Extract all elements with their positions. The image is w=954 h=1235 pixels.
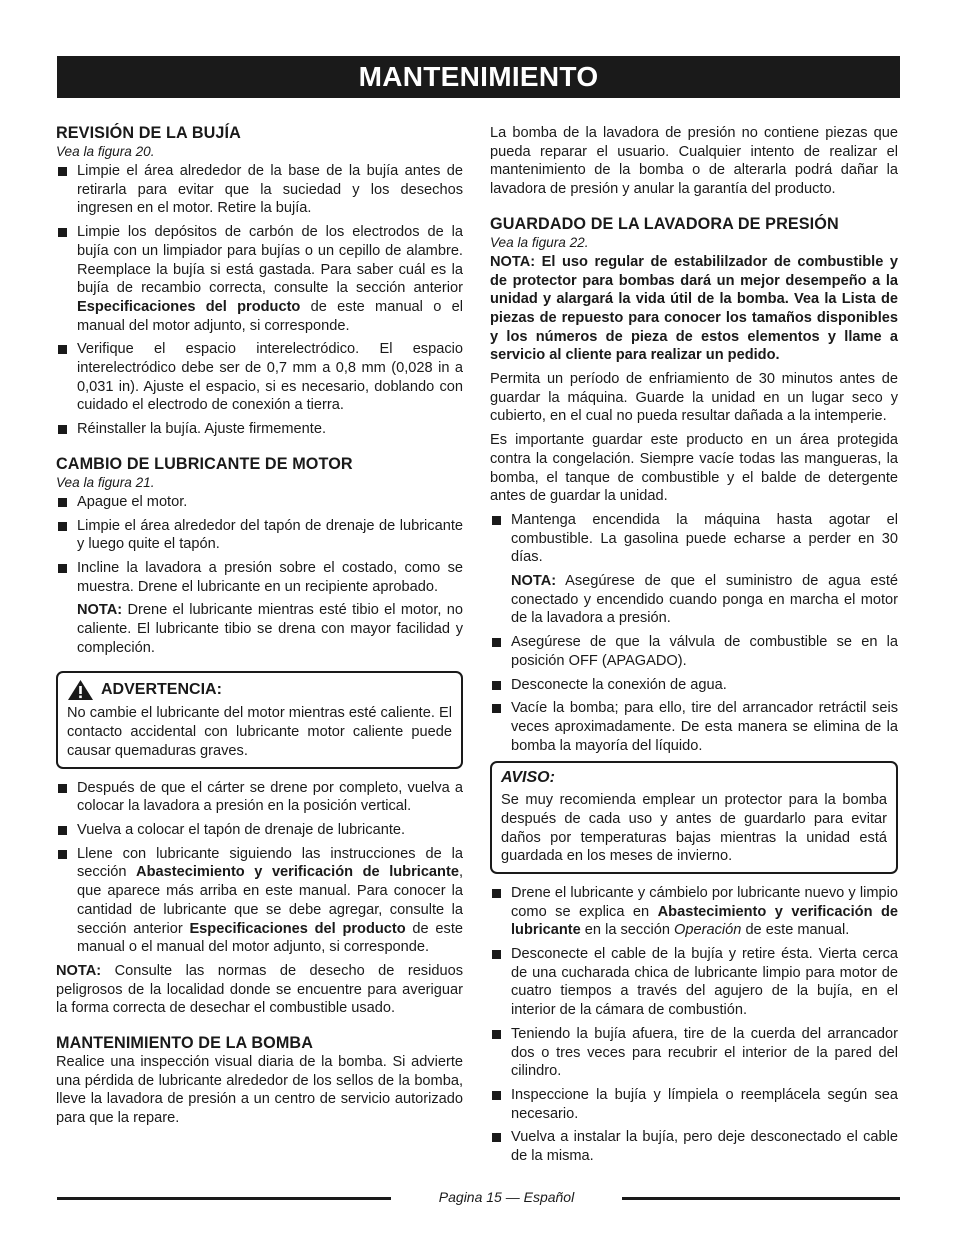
list-item: Limpie el área alrededor de la base de la bujía antes de retirarla para evitar que la suciedad y los desechos ingresen en el motor. Retire la bujía. [56,162,463,218]
list-item: Apague el motor. [56,493,463,512]
list-item: Asegúrese de que la válvula de combustible se en la posición OFF (APAGADO). [490,633,898,670]
list-item: Teniendo la bujía afuera, tire de la cuerda del arrancador dos o tres veces para recubrir el interior de la pared del cilindro. [490,1025,898,1081]
note-bold: NOTA: El uso regular de estabililzador de combustible y de protector para bombas dará un mejor desempeño a la unidad y alargará la vida útil de la bomba. Vea la Lista de piezas de repuesto para conocer los tamaños disponibles y los números de pieza de estos elementos y llame a servicio al cliente para realizar un pedido. [490,253,898,364]
warning-text: No cambie el lubricante del motor mientras esté caliente. El contacto accidental con lubricante motor caliente puede causar quemaduras graves. [67,705,452,759]
footer-rule [57,1197,391,1200]
section-heading-oil-change: CAMBIO DE LUBRICANTE DE MOTOR [56,454,353,473]
list-item: Vuelva a instalar la bujía, pero deje desconectado el cable de la misma. [490,1128,898,1165]
page-title: MANTENIMIENTO [57,56,900,98]
note: NOTA: Consulte las normas de desecho de residuos peligrosos de la localidad donde se encuentre para averiguar la forma correcta de desechar el combustible usado. [56,962,463,1017]
list-item: Desconecte el cable de la bujía y retire ésta. Vierta cerca de una cucharada chica de lubricante limpio para motor de cuatro tiempos a través del agujero de la bujía, en el interior de la cámara de combustión. [490,945,898,1020]
list-item: Vuelva a colocar el tapón de drenaje de lubricante. [56,821,463,840]
list-item: Vacíe la bomba; para ello, tire del arrancador retráctil seis veces aproximadamente. De esta manera se elimina de la bomba la mayoría del líquido. [490,699,898,755]
paragraph: Es importante guardar este producto en un área protegida contra la congelación. Siempre vacíe todas las mangueras, la bomba, el tanque de combustible y el balde de detergente antes de guardar la unidad. [490,432,898,505]
list-item: Desconecte la conexión de agua. [490,676,898,695]
paragraph: La bomba de la lavadora de presión no contiene piezas que pueda reparar el usuario. Cualquier intento de realizar el mantenimiento de la bomba o de alterarla podrá dañar la lavadora de presión y anular la garantía del producto. [490,125,898,198]
list-item: Mantenga encendida la máquina hasta agotar el combustible. La gasolina puede echarse a perder en 30 días. [490,511,898,567]
footer-rule [622,1197,900,1200]
paragraph: Realice una inspección visual diaria de la bomba. Si advierte una pérdida de lubricante alrededor de los sellos de la bomba, lleve la lavadora de presión a un centro de servicio autorizado para que la repare. [56,1054,463,1127]
section-heading-spark-plug: REVISIÓN DE LA BUJÍA [56,124,241,142]
right-column [490,124,898,1171]
notice-title: AVISO: [501,769,555,787]
figure-reference: Vea la figura 22. [490,234,589,250]
warning-triangle-icon [67,679,94,701]
figure-reference: Vea la figura 21. [56,474,155,490]
list-item: Limpie el área alrededor del tapón de drenaje de lubricante y luego quite el tapón. [56,517,463,554]
list-item: Limpie los depósitos de carbón de los electrodos de la bujía con un limpiador para bujías o un cepillo de alambre. Reemplace la bujía si está gastada. Para saber cuál es la bujía de recambio correcta, consulte la sección anterior Especificaciones del producto de este manual o el manual del motor adjunto, si corresponde. [56,223,463,335]
section-heading-pump-maintenance: MANTENIMIENTO DE LA BOMBA [56,1034,313,1053]
note: NOTA: Asegúrese de que el suministro de agua esté conectado y encendido cuando ponga en marcha el motor de la lavadora a presión. [511,573,898,627]
list-item: Después de que el cárter se drene por completo, vuelva a colocar la lavadora a presión en la posición vertical. [56,779,463,816]
bullet-list [490,511,898,567]
figure-reference: Vea la figura 20. [56,144,155,159]
list-item: Inspeccione la bujía y límpiela o reemplácela según sea necesario. [490,1086,898,1123]
note: NOTA: Drene el lubricante mientras esté tibio el motor, no caliente. El lubricante tibio se drena con mayor facilidad y compleción. [77,602,463,656]
bullet-list [490,633,898,755]
paragraph: Permita un período de enfriamiento de 30 minutos antes de guardar la máquina. Guarde la unidad en un lugar seco y cubierto, en el cual no pueda resultar dañada a la intemperie. [490,371,898,425]
list-item: Drene el lubricante y cámbielo por lubricante nuevo y limpio como se explica en Abastecimiento y verificación de lubricante en la sección Operación de este manual. [490,884,898,940]
page-footer [57,1187,900,1207]
list-item: Réinstaller la bujía. Ajuste firmemente. [56,420,463,439]
bullet-list [56,779,463,957]
notice-text: Se muy recomienda emplear un protector para la bomba después de cada uso y antes de guardarlo para evitar daños por temperaturas bajas mientras la unidad está guardada en los meses de invierno. [501,792,887,865]
left-column [56,124,463,1133]
warning-box [56,671,463,768]
page-number: Pagina 15 — Español [438,1189,575,1205]
list-item: Llene con lubricante siguiendo las instrucciones de la sección Abastecimiento y verificación de lubricante, que aparece más arriba en este manual. Para conocer la cantidad de lubricante que se debe agregar, consulte la sección anterior Especificaciones del producto de este manual o el manual del motor adjunto, si corresponde. [56,845,463,957]
list-item: Verifique el espacio interelectródico. El espacio interelectródico debe ser de 0,7 mm a 0,8 mm (0,028 in a 0,031 in). Ajuste el espacio, si es necesario, doblando con cuidado el electrodo de conexión a tierra. [56,340,463,415]
list-item: Incline la lavadora a presión sobre el costado, como se muestra. Drene el lubricante en un recipiente aprobado. [56,559,463,596]
section-heading-storage: GUARDADO DE LA LAVADORA DE PRESIÓN [490,214,839,233]
bullet-list [56,162,463,439]
notice-box [490,761,898,874]
bullet-list [56,493,463,597]
warning-title: ADVERTENCIA: [67,679,452,701]
bullet-list [490,884,898,1166]
